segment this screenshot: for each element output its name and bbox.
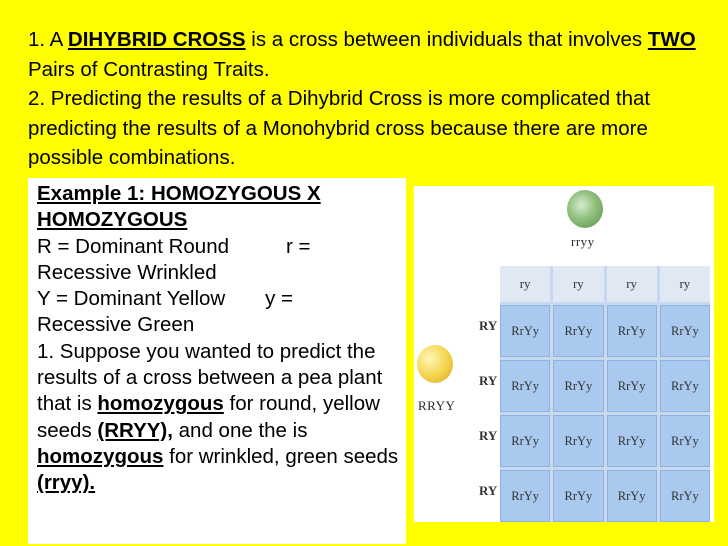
question-part-4: for wrinkled, green seeds bbox=[163, 444, 399, 468]
question-bold-homozygous-2: homozygous bbox=[37, 444, 164, 468]
allele-r-recessive-key: r = bbox=[285, 234, 311, 258]
punnett-cell: RrYy bbox=[660, 305, 710, 357]
term-two: TWO bbox=[647, 28, 696, 51]
punnett-cell: RrYy bbox=[660, 415, 710, 467]
top-gamete: ry bbox=[553, 266, 603, 302]
question-bold-rryy-recessive: (rryy). bbox=[37, 471, 96, 495]
punnett-cell: RrYy bbox=[500, 415, 550, 467]
left-gamete: RY bbox=[479, 318, 498, 333]
green-pea-image bbox=[567, 190, 603, 228]
punnett-cell: RrYy bbox=[660, 360, 710, 412]
left-gamete: RY bbox=[479, 373, 498, 388]
top-gamete: ry bbox=[607, 266, 657, 302]
punnett-cell: RrYy bbox=[500, 360, 550, 412]
allele-y-line bbox=[37, 286, 407, 312]
punnett-cell: RrYy bbox=[500, 470, 550, 522]
top-parent-label: rryy bbox=[571, 234, 595, 249]
question-bold-rryy-dominant: (RRYY), bbox=[97, 418, 173, 442]
punnett-cell: RrYy bbox=[607, 305, 657, 357]
question-part-3: and one the is bbox=[172, 418, 308, 442]
left-gamete: RY bbox=[479, 483, 498, 498]
yellow-pea-image bbox=[417, 345, 453, 383]
point-1-mid: is a cross between individuals that involves bbox=[245, 28, 648, 51]
top-gamete: ry bbox=[500, 266, 550, 302]
punnett-cell: RrYy bbox=[607, 415, 657, 467]
point-1 bbox=[28, 25, 723, 84]
example-title: Example 1: HOMOZYGOUS X HOMOZYGOUS bbox=[37, 182, 321, 232]
question-part-1: 1. Suppose you wanted to predict the results of a cross between a pea plant that is bbox=[37, 339, 383, 416]
left-gamete: RY bbox=[479, 428, 498, 443]
question-bold-homozygous-1: homozygous bbox=[97, 392, 224, 416]
example-text bbox=[37, 181, 407, 497]
point-2: 2. Predicting the results of a Dihybrid Cross is more complicated that predicting the results of a Monohybrid cross because there are more possible combinations. bbox=[28, 87, 651, 169]
example-question bbox=[37, 339, 407, 497]
punnett-cell: RrYy bbox=[660, 470, 710, 522]
intro-text bbox=[28, 25, 723, 173]
question-part-2: for round, yellow seeds bbox=[37, 392, 380, 442]
punnett-cell: RrYy bbox=[553, 305, 603, 357]
punnett-grid bbox=[500, 266, 710, 522]
allele-r-dominant: R = Dominant Round bbox=[37, 234, 230, 258]
punnett-cell: RrYy bbox=[553, 360, 603, 412]
punnett-cell: RrYy bbox=[500, 305, 550, 357]
punnett-cell: RrYy bbox=[553, 470, 603, 522]
allele-r-recessive: Recessive Wrinkled bbox=[37, 260, 217, 284]
allele-y-recessive: Recessive Green bbox=[37, 313, 195, 337]
punnett-cell: RrYy bbox=[607, 470, 657, 522]
punnett-cell: RrYy bbox=[607, 360, 657, 412]
term-dihybrid-cross: DIHYBRID CROSS bbox=[67, 28, 246, 51]
allele-r-line bbox=[37, 234, 407, 260]
point-1-pre: 1. A bbox=[28, 28, 68, 51]
allele-y-dominant: Y = Dominant Yellow bbox=[37, 287, 226, 311]
punnett-cell: RrYy bbox=[553, 415, 603, 467]
allele-y-recessive-key: y = bbox=[265, 287, 294, 311]
point-1-end: Pairs of Contrasting Traits. bbox=[28, 57, 270, 81]
top-gamete: ry bbox=[660, 266, 710, 302]
left-parent-label: RRYY bbox=[418, 398, 456, 413]
